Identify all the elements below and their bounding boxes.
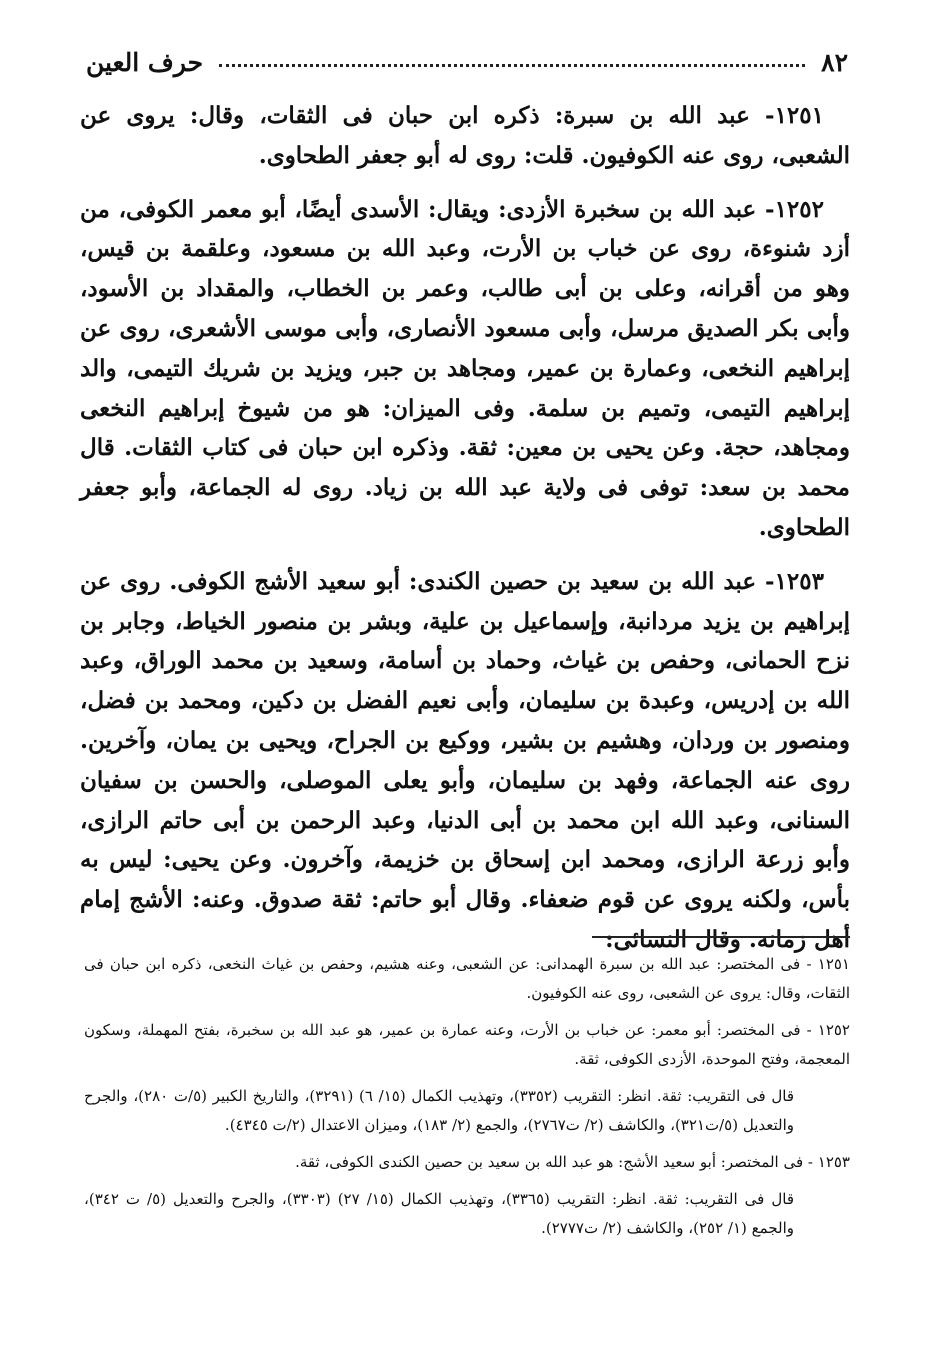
entry-1251: ١٢٥١- عبد الله بن سبرة: ذكره ابن حبان فى الثقات، وقال: يروى عن الشعبى، روى عنه الكوفيون. قلت: روى له أبو جعفر الطحاوى.	[80, 102, 850, 169]
footnote-1252-taqrib: قال فى التقريب: ثقة. انظر: التقريب (٣٣٥٢)، وتهذيب الكمال (١٥/ ٦) (٣٢٩١)، والتاريخ الكبير (٥/ت ٢٨٠)، والجرح والتعديل (٥/ت٣٢١)، والكاشف (٢/ ت٢٧٦٧)، والجمع (٢/ ١٨٣)، وميزان الاعتدال (٢/ت ٤٣٤٥).	[84, 1087, 794, 1134]
footnote-1253: ١٢٥٣ - فى المختصر: أبو سعيد الأشج: هو عبد الله بن سعيد بن حصين الكندى الكوفى، ثقة.	[295, 1153, 850, 1171]
header-dotted-leader	[219, 64, 805, 67]
main-text	[80, 96, 850, 974]
page-number: ٨٢	[821, 47, 848, 77]
chapter-title: حرف العين	[86, 47, 204, 77]
footnote-separator	[592, 936, 850, 938]
footnotes	[84, 950, 850, 1251]
footnote-1251: ١٢٥١ - فى المختصر: عبد الله بن سبرة الهمدانى: عن الشعبى، وعنه هشيم، وحفص بن غياث النخعى، ذكره ابن حبان فى الثقات، وقال: يروى عن الشعبى، روى عنه الكوفيون.	[84, 955, 850, 1002]
footnote-1252: ١٢٥٢ - فى المختصر: أبو معمر: عن خباب بن الأرت، وعنه عمارة بن عمير، هو عبد الله بن سخبرة، بفتح المهملة، وسكون المعجمة، وفتح الموحدة، الأزدى الكوفى، ثقة.	[84, 1021, 850, 1068]
footnote-1253-taqrib: قال فى التقريب: ثقة. انظر: التقريب (٣٣٦٥)، وتهذيب الكمال (١٥/ ٢٧) (٣٣٠٣)، والجرح والتعديل (٥/ ت ٣٤٢)، والجمع (١/ ٢٥٢)، والكاشف (٢/ ت٢٧٧٧).	[84, 1190, 795, 1237]
entry-1253: ١٢٥٣- عبد الله بن سعيد بن حصين الكندى: أبو سعيد الأشج الكوفى. روى عن إبراهيم بن يزيد مردانبة، وإسماعيل بن علية، وبشر بن منصور الخياط، وجابر بن نزح الحمانى، وحفص بن غياث، وحماد بن أسامة، وسعيد بن محمد الوراق، وعبد الله بن إدريس، وعبدة بن سليمان، وأبى نعيم الفضل بن دكين، ومحمد بن فضل، ومنصور بن وردان، وهشيم بن بشير، ووكيع بن الجراح، ويحيى بن يمان، وآخرين. روى عنه الجماعة، وفهد بن سليمان، وأبو يعلى الموصلى، والحسن بن سفيان السنانى، وعبد الله ابن محمد بن أبى الدنيا، وعبد الرحمن بن أبى حاتم الرازى، وأبو زرعة الرازى، ومحمد ابن إسحاق بن خزيمة، وآخرون. وعن يحيى: ليس به بأس، ولكنه يروى عن قوم ضعفاء. وقال أبو حاتم: ثقة صدوق. وعنه: الأشج إمام أهل زمانه. وقال النسائى:	[80, 567, 850, 953]
running-header	[86, 42, 848, 82]
entry-1252: ١٢٥٢- عبد الله بن سخبرة الأزدى: ويقال: الأسدى أيضًا، أبو معمر الكوفى، من أزد شنوءة، روى عن خباب بن الأرت، وعبد الله بن مسعود، وعلقمة بن قيس، وهو من أقرانه، وعلى بن أبى طالب، وعمر بن الخطاب، والمقداد بن الأسود، وأبى بكر الصديق مرسل، وأبى مسعود الأنصارى، وأبى موسى الأشعرى، روى عن إبراهيم النخعى، وعمارة بن عمير، ومجاهد بن جبر، ويزيد بن شريك التيمى، والد إبراهيم التيمى، وتميم بن سلمة. وفى الميزان: هو من شيوخ إبراهيم النخعى ومجاهد، حجة. وعن يحيى بن معين: ثقة. وذكره ابن حبان فى كتاب الثقات. قال محمد بن سعد: توفى فى ولاية عبد الله بن زياد. روى له الجماعة، وأبو جعفر الطحاوى.	[80, 195, 850, 541]
